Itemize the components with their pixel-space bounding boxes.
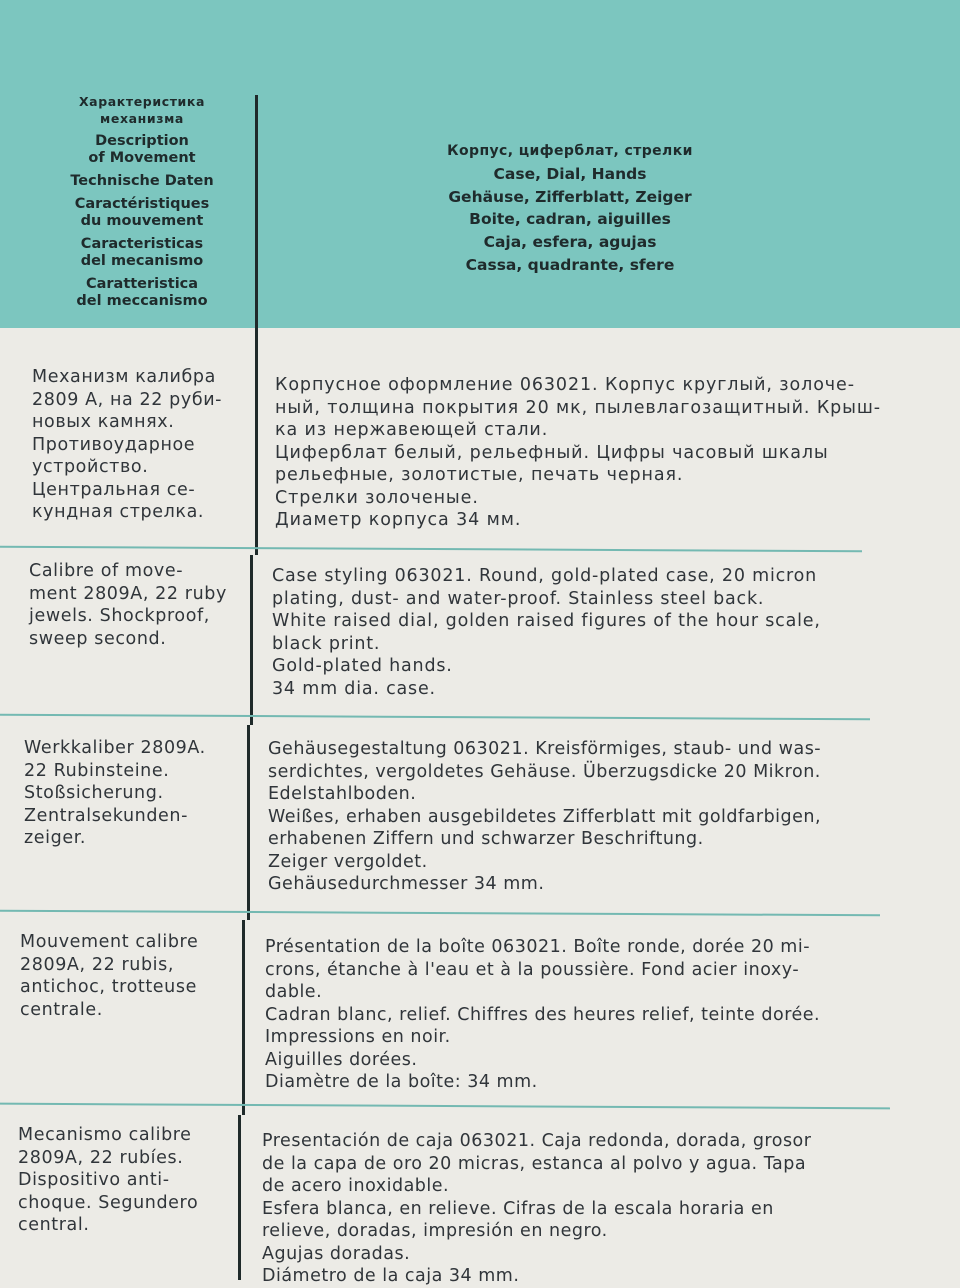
header-label-de: Technische Daten — [70, 173, 214, 189]
movement-text-de: Werkkaliber 2809A. 22 Rubinsteine. Stoßsicherung. Zentralsekunden- zeiger. — [24, 738, 206, 848]
case-header-en: Case, Dial, Hands — [493, 164, 647, 183]
header-label-ru: Характеристика механизма — [78, 94, 206, 126]
case-header-es: Caja, esfera, agujas — [483, 233, 657, 252]
row-separator — [0, 714, 870, 721]
case-header-fr: Boite, cadran, aiguilles — [469, 210, 671, 229]
case-text-ru: Корпусное оформление 063021. Корпус круглый, золоче- ный, толщина покрытия 20 мк, пылевлагозащитный. Крыш- ка из нержавеющей стали. Циферблат белый, рельефный. Цифры часовый шкалы рельефные, золотистые, печать черная. Стрелки золоченые. Диаметр корпуса 34 мм. — [275, 375, 882, 530]
movement-text-ru: Механизм калибра 2809 А, на 22 руби- новых камнях. Противоударное устройство. Центральная се- кундная стрелка. — [32, 367, 223, 522]
movement-text-fr: Mouvement calibre 2809A, 22 rubis, antichoc, trotteuse centrale. — [20, 932, 199, 1020]
movement-text-es: Mecanismo calibre 2809A, 22 rubíes. Dispositivo anti- choque. Segundero central. — [18, 1125, 199, 1235]
header-label-en: Description of Movement — [88, 133, 196, 166]
row-separator — [0, 546, 862, 553]
case-header-it: Cassa, quadrante, sfere — [465, 255, 675, 274]
case-text-fr: Présentation de la boîte 063021. Boîte ronde, dorée 20 mi- crons, étanche à l'eau et à la poussière. Fond acier inoxy- dable. Cadran blanc, relief. Chiffres des heures relief, teinte dorée. Impressions en noir. Aiguilles dorées. Diamètre de la boîte: 34 mm. — [265, 937, 821, 1092]
header-label-it: Caratteristica del meccanismo — [76, 276, 208, 309]
case-text-en: Case styling 063021. Round, gold-plated case, 20 micron plating, dust- and water-proof. Stainless steel back. White raised dial, golden raised figures of the hour scale, black print. Gold-plated hands. 34 mm dia. case. — [272, 566, 821, 699]
movement-header — [52, 93, 232, 316]
case-text-es: Presentación de caja 063021. Caja redonda, dorada, grosor de la capa de oro 20 micras, estanca al polvo y agua. Tapa de acero inoxidable. Esfera blanca, en relieve. Cifras de la escala horaria en relieve, doradas, impresión en negro. Agujas doradas. Diámetro de la caja 34 mm. — [262, 1131, 812, 1286]
case-header-de: Gehäuse, Zifferblatt, Zeiger — [448, 187, 692, 206]
case-header — [420, 140, 720, 277]
header-label-fr: Caractéristiques du mouvement — [74, 196, 210, 229]
case-text-de: Gehäusegestaltung 063021. Kreisförmiges, staub- und was- serdichtes, vergoldetes Gehäuse. Überzugsdicke 20 Mikron. Edelstahlboden. Weißes, erhaben ausgebildetes Zifferblatt mit goldfarbigen, erhabenen Ziffern und schwarzer Beschriftung. Zeiger vergoldet. Gehäusedurchmesser 34 mm. — [268, 739, 822, 894]
header-label-es: Caracteristicas del mecanismo — [80, 236, 204, 269]
row-separator — [0, 1103, 890, 1110]
movement-text-en: Calibre of move- ment 2809A, 22 ruby jewels. Shockproof, sweep second. — [29, 561, 227, 649]
case-header-ru: Корпус, циферблат, стрелки — [447, 143, 693, 159]
row-separator — [0, 910, 880, 917]
